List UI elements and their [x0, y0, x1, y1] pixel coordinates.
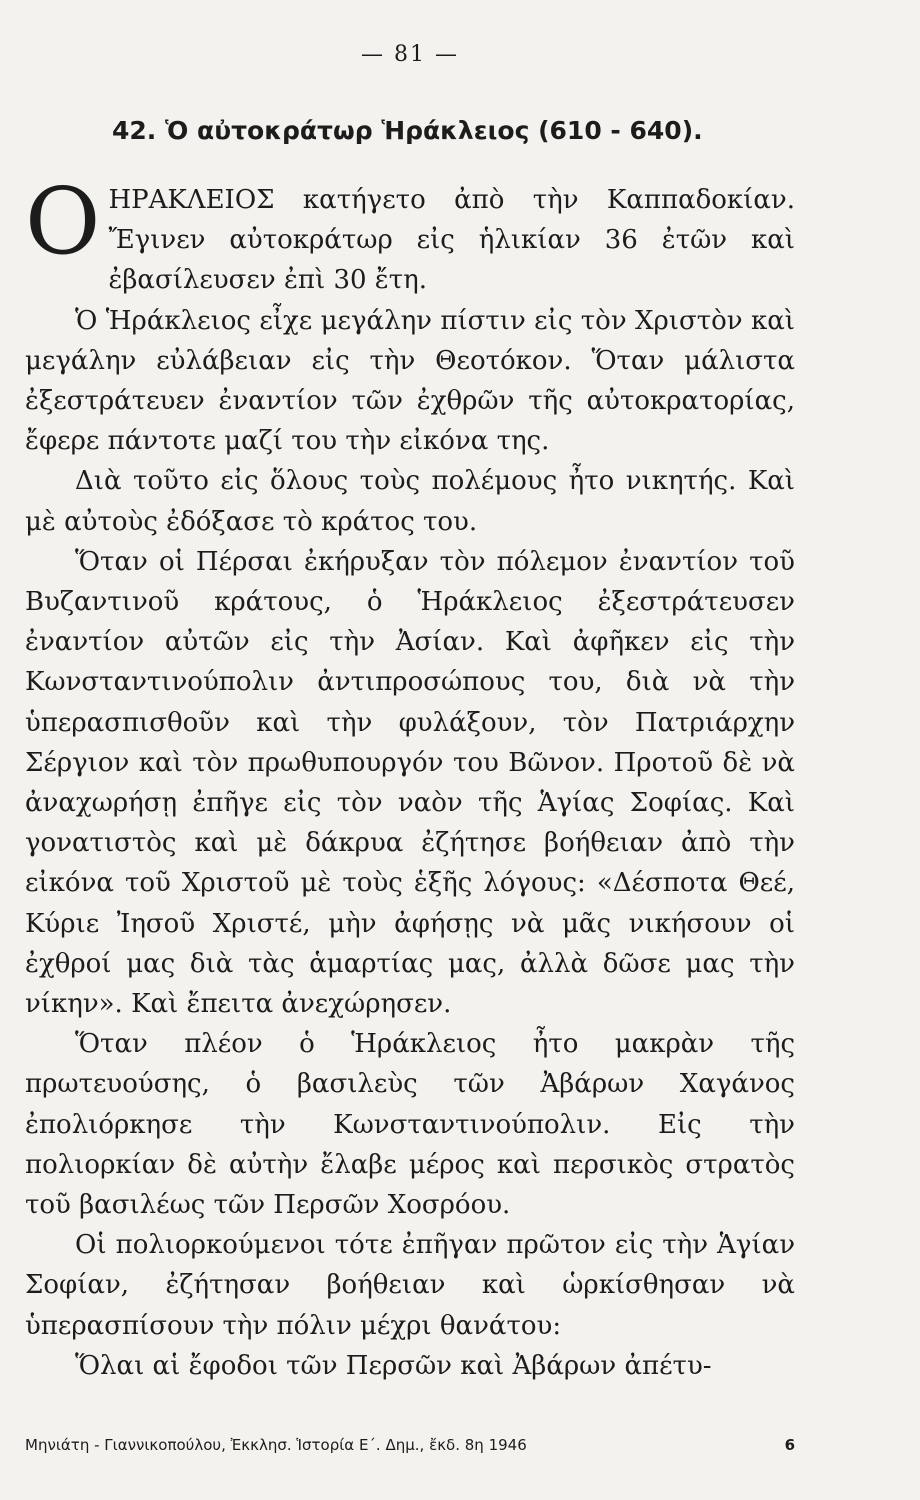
- footer-citation: Μηνιάτη - Γιαννικοπούλου, Ἐκκλησ. Ἱστορία Ε΄. Δημ., ἔκδ. 8η 1946: [25, 1436, 527, 1454]
- drop-cap: Ο: [25, 168, 101, 275]
- footer: [25, 1436, 795, 1454]
- page-number: — 81 —: [361, 42, 459, 67]
- body-text: [25, 168, 795, 1386]
- section-heading: 42. Ὁ αὐτοκράτωρ Ἡράκλειος (610 - 640).: [112, 116, 703, 145]
- paragraph-1-text: ΗΡΑΚΛΕΙΟΣ κατήγετο ἀπὸ τὴν Καππαδοκίαν. Ἔγινεν αὐτοκράτωρ εἰς ἡλικίαν 36 ἐτῶν καὶ ἐβασίλευσεν ἐπὶ 30 ἔτη.: [108, 185, 795, 296]
- paragraph-7: Ὅλαι αἱ ἔφοδοι τῶν Περσῶν καὶ Ἀβάρων ἀπέτυ-: [75, 1350, 712, 1381]
- paragraph-3: Διὰ τοῦτο εἰς ὅλους τοὺς πολέμους ἦτο νικητής. Καὶ μὲ αὐτοὺς ἐδόξασε τὸ κράτος του.: [25, 466, 795, 537]
- paragraph-4: Ὅταν οἱ Πέρσαι ἐκήρυξαν τὸν πόλεμον ἐναντίον τοῦ Βυζαντινοῦ κράτους, ὁ Ἡράκλειος ἐξεστράτευσεν ἐναντίον αὐτῶν εἰς τὴν Ἀσίαν. Καὶ ἀφῆκεν εἰς τὴν Κωνσταντινούπολιν ἀντιπροσώπους του, διὰ νὰ τὴν ὑπερασπισθοῦν καὶ τὴν φυλάξουν, τὸν Πατριάρχην Σέργιον καὶ τὸν πρωθυπουργόν του Βῶνον. Προτοῦ δὲ νὰ ἀναχωρήσῃ ἐπῆγε εἰς τὸν ναὸν τῆς Ἁγίας Σοφίας. Καὶ γονατιστὸς καὶ μὲ δάκρυα ἐζήτησε βοήθειαν ἀπὸ τὴν εἰκόνα τοῦ Χριστοῦ μὲ τοὺς ἑξῆς λόγους: «Δέσποτα Θεέ, Κύριε Ἰησοῦ Χριστέ, μὴν ἀφήσῃς νὰ μᾶς νικήσουν οἱ ἐχθροί μας διὰ τὰς ἁμαρτίας μας, ἀλλὰ δῶσε μας τὴν νίκην». Καὶ ἔπειτα ἀνεχώρησεν.: [25, 546, 795, 1020]
- paragraph-5: Ὅταν πλέον ὁ Ἡράκλειος ἦτο μακρὰν τῆς πρωτευούσης, ὁ βασιλεὺς τῶν Ἀβάρων Χαγάνος ἐπολιόρκησε τὴν Κωνσταντινούπολιν. Εἰς τὴν πολιορκίαν δὲ αὐτὴν ἔλαβε μέρος καὶ περσικὸς στρατὸς τοῦ βασιλέως τῶν Περσῶν Χοσρόου.: [25, 1029, 795, 1221]
- paragraph-6: Οἱ πολιορκούμενοι τότε ἐπῆγαν πρῶτον εἰς τὴν Ἁγίαν Σοφίαν, ἐζήτησαν βοήθειαν καὶ ὡρκίσθησαν νὰ ὑπερασπίσουν τὴν πόλιν μέχρι θανάτου:: [25, 1230, 795, 1341]
- paragraph-1: [25, 168, 795, 301]
- paragraph-2: Ὁ Ἡράκλειος εἶχε μεγάλην πίστιν εἰς τὸν Χριστὸν καὶ μεγάλην εὐλάβειαν εἰς τὴν Θεοτόκον. Ὅταν μάλιστα ἐξεστράτευεν ἐναντίον τῶν ἐχθρῶν τῆς αὐτοκρατορίας, ἔφερε πάντοτε μαζί του τὴν εἰκόνα της.: [25, 305, 795, 457]
- signature-mark: 6: [784, 1436, 795, 1454]
